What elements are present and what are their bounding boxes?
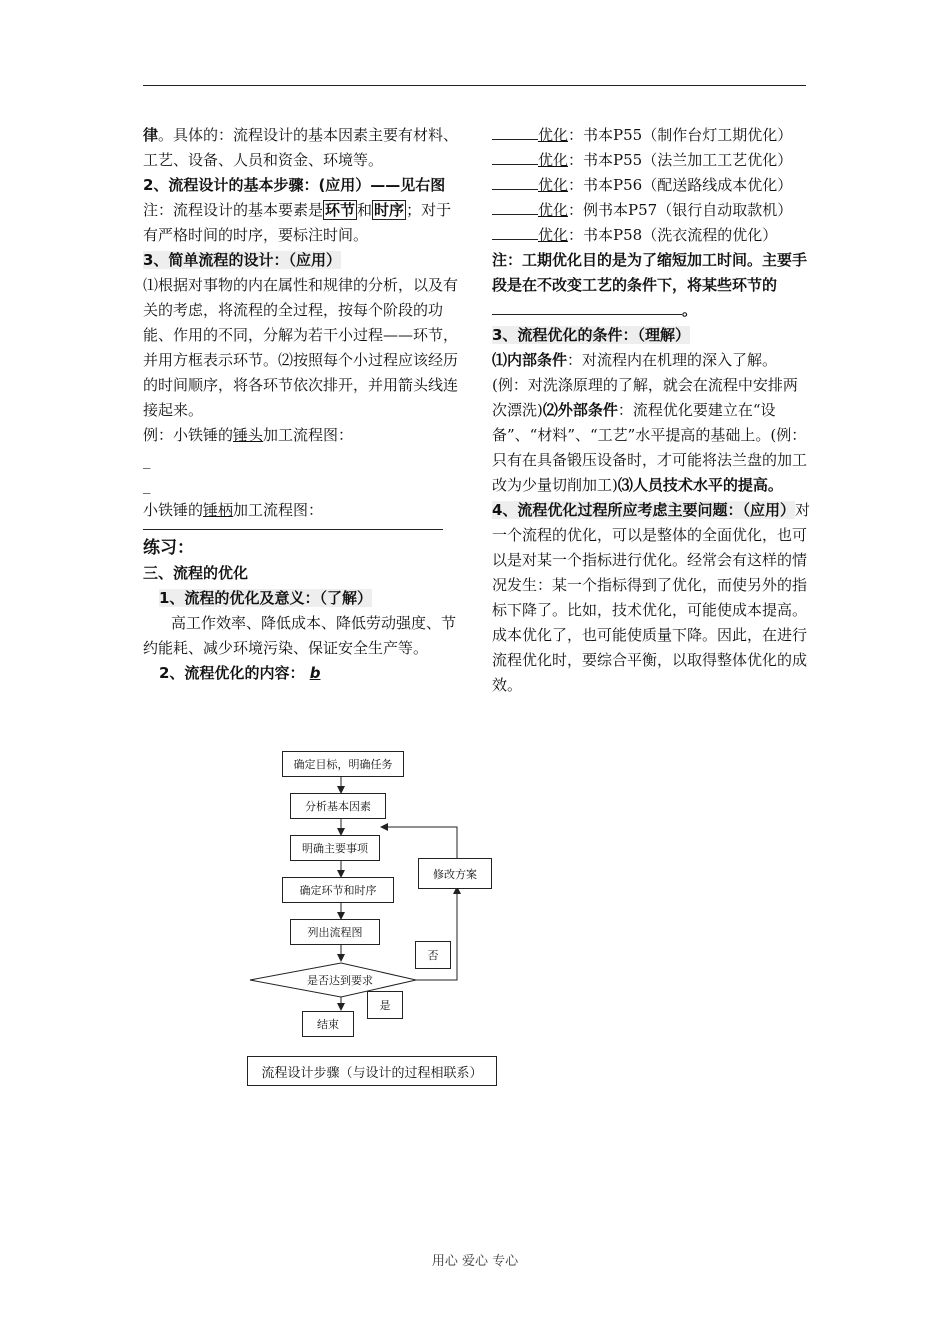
- flow-node-set-goal: 确定目标，明确任务: [282, 751, 404, 777]
- left-column: [143, 123, 463, 686]
- flowchart-caption: 流程设计步骤（与设计的过程相联系）: [247, 1056, 497, 1086]
- header-rule: [143, 85, 806, 86]
- flow-node-modify-plan: 修改方案: [418, 858, 492, 889]
- conditions-body: ⑴内部条件：对流程内在机理的深入了解。(例：对洗涤原理的了解，就会在流程中安排两次漂洗)⑵外部条件：流程优化要建立在“设备”、“材料”、“工艺”水平提高的基础上。(例：只有在具备锻压设备时，才可能将法兰盘的加工改为少量切削加工)⑶人员技术水平的提高。: [492, 351, 808, 494]
- factors-paragraph: 律。具体的：流程设计的基本因素主要有材料、工艺、设备、人员和资金、环境等。: [143, 126, 459, 169]
- simple-design-heading: 3、简单流程的设计：（应用）: [143, 251, 341, 269]
- simple-design-body: ⑴根据对事物的内在属性和规律的分析，以及有关的考虑，将流程的全过程，按每个阶段的功能、作用的不同，分解为若干小过程——环节，并用方框表示环节。⑵按照每个小过程应该经历的时间顺序，将各环节依次排开，并用箭头线连接起来。: [143, 276, 459, 419]
- optimization-item: 优化：书本P55（制作台灯工期优化）: [492, 123, 810, 148]
- answer-blank[interactable]: [492, 223, 538, 240]
- flow-node-draw-chart: 列出流程图: [290, 919, 380, 945]
- optimization-meaning-body: 高工作效率、降低成本、降低劳动强度、节约能耗、减少环境污染、保证安全生产等。: [143, 614, 457, 657]
- right-column: [492, 123, 810, 698]
- answer-blank[interactable]: [492, 173, 538, 190]
- answer-line[interactable]: [143, 529, 443, 530]
- feedback-line: [381, 827, 457, 858]
- flow-node-steps-sequence: 确定环节和时序: [282, 877, 394, 903]
- optimization-item: 优化：书本P56（配送路线成本优化）: [492, 173, 810, 198]
- optimization-item: 优化：例书本P57（银行自动取款机）: [492, 198, 810, 223]
- page-footer: 用心 爱心 专心: [431, 1254, 519, 1269]
- answer-line[interactable]: _: [143, 476, 151, 494]
- conditions-heading: 3、流程优化的条件：（理解）: [492, 326, 690, 344]
- schedule-note: 注：工期优化目的是为了缩短加工时间。主要手段是在不改变工艺的条件下，将某些环节的。: [492, 251, 808, 319]
- answer-blank[interactable]: [492, 148, 538, 165]
- answer-blank[interactable]: [492, 298, 682, 315]
- hammer-handle-example: 小铁锤的锤柄加工流程图：: [143, 501, 324, 519]
- section-three-heading: 三、流程的优化: [143, 564, 249, 582]
- answer-blank[interactable]: [492, 198, 538, 215]
- design-flowchart: [245, 745, 510, 1095]
- optimization-item: 优化：书本P58（洗衣流程的优化）: [492, 223, 810, 248]
- yes-label: 是: [367, 991, 403, 1019]
- answer-blank[interactable]: [492, 123, 538, 140]
- no-label: 否: [415, 941, 451, 969]
- steps-heading: 2、流程设计的基本步骤：(应用）——见右图: [143, 176, 446, 194]
- optimization-item: 优化：书本P55（法兰加工工艺优化）: [492, 148, 810, 173]
- flow-node-analyze-factors: 分析基本因素: [290, 793, 386, 819]
- optimization-content-heading: 2、流程优化的内容： b: [159, 664, 321, 682]
- flow-node-main-items: 明确主要事项: [290, 835, 380, 861]
- practice-heading: 练习：: [143, 538, 194, 558]
- decision-label: 是否达到要求: [307, 974, 373, 987]
- elements-note: 注：流程设计的基本要素是 环节 和 时序 ；对于有严格时间的时序，要标注时间。: [143, 201, 452, 244]
- answer-line[interactable]: _: [143, 451, 151, 469]
- optimization-meaning-heading: 1、流程的优化及意义：（了解）: [159, 589, 372, 607]
- issues-heading: 4、流程优化过程所应考虑主要问题：（应用）对一个流程的优化，可以是整体的全面优化，也可以是对某一个指标进行优化。经常会有这样的情况发生：某一个指标得到了优化，而使另外的指标下降了。比如，技术优化，可能使成本提高。成本优化了，也可能使质量下降。因此，在进行流程优化时，要综合平衡，以取得整体优化的成效。: [492, 501, 810, 694]
- flow-node-end: 结束: [302, 1011, 354, 1037]
- hammer-head-example: 例：小铁锤的锤头加工流程图：: [143, 426, 354, 444]
